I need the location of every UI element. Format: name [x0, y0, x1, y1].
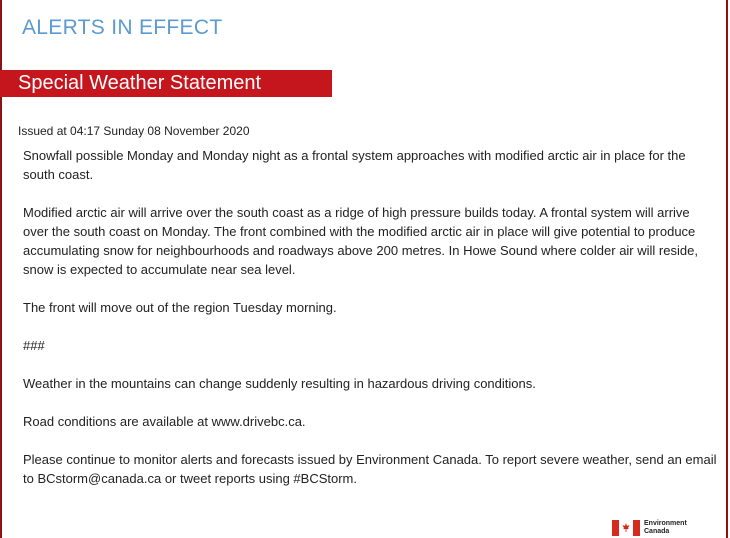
alert-paragraph: ###: [23, 338, 45, 353]
alerts-header: ALERTS IN EFFECT: [22, 16, 223, 39]
alert-paragraph: Please continue to monitor alerts and forecasts issued by Environment Canada. To report severe weather, send an email to BCstorm@canada.ca or tweet reports using #BCStorm.: [23, 452, 717, 486]
alert-type-title: Special Weather Statement: [18, 72, 262, 94]
alert-body: [23, 146, 718, 507]
logo-wordmark: [644, 520, 687, 536]
alert-paragraph: Road conditions are available at www.drivebc.ca.: [23, 414, 306, 429]
alert-paragraph: Modified arctic air will arrive over the south coast as a ridge of high pressure builds today. A frontal system will arrive over the south coast on Monday. The front combined with the modified arctic air in place will give potential to produce accumulating snow for neighbourhoods and roadways above 200 metres. In Howe Sound where colder air will reside, snow is expected to accumulate near sea level.: [23, 205, 698, 277]
logo-line-1: Environment: [644, 520, 687, 527]
alert-paragraph: The front will move out of the region Tuesday morning.: [23, 300, 337, 315]
environment-canada-logo: [612, 520, 687, 538]
alert-type-banner: [0, 70, 332, 97]
issued-timestamp: Issued at 04:17 Sunday 08 November 2020: [18, 124, 250, 138]
alert-paragraph: Snowfall possible Monday and Monday night as a frontal system approaches with modified arctic air in place for the south coast.: [23, 148, 686, 182]
alert-paragraph: Weather in the mountains can change suddenly resulting in hazardous driving conditions.: [23, 376, 536, 391]
logo-line-2: Canada: [644, 528, 670, 535]
canada-flag-icon: [612, 520, 640, 536]
